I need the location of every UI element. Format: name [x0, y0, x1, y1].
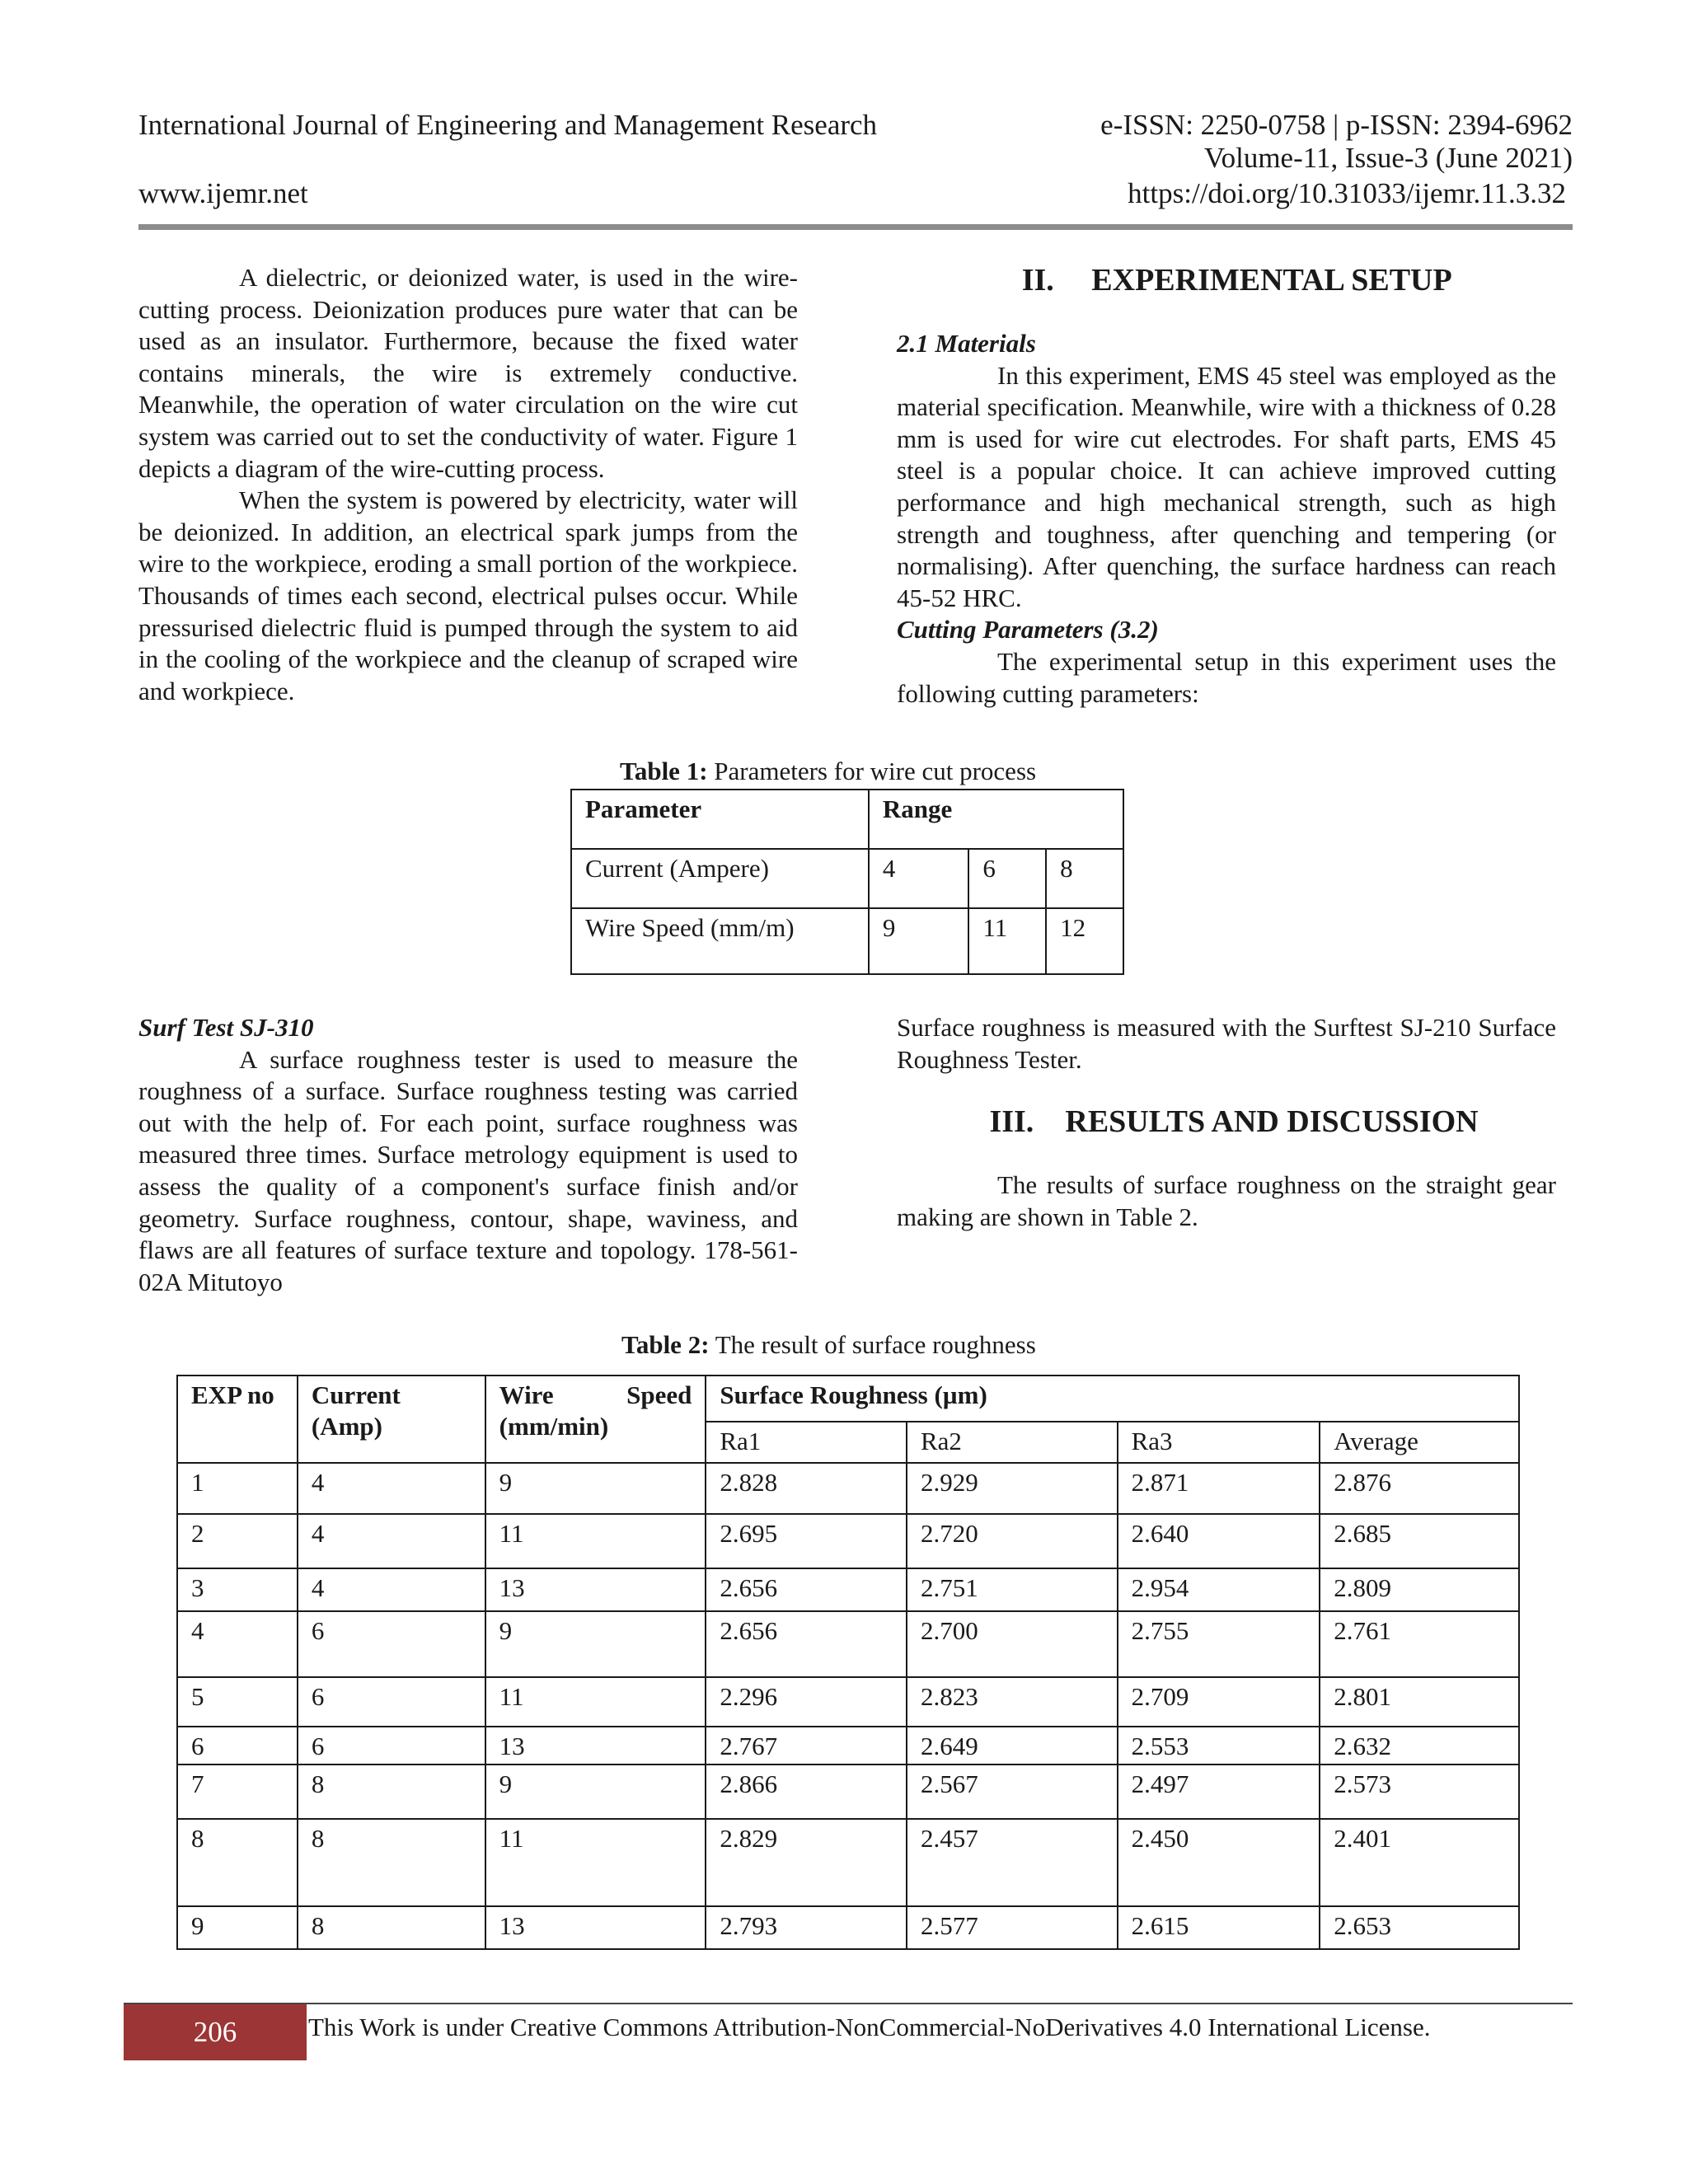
- table2-cell: 9: [485, 1765, 706, 1819]
- table2-header-speed: Wire Speed (mm/min): [485, 1376, 706, 1463]
- table2-cell: 2.632: [1320, 1727, 1519, 1765]
- table-row: [177, 1765, 1519, 1819]
- table2-header-ra3: Ra3: [1118, 1422, 1320, 1463]
- table2-header-current: Current (Amp): [298, 1376, 485, 1463]
- table2-cell: 2.761: [1320, 1611, 1519, 1677]
- table1-cell: Current (Ampere): [571, 849, 869, 908]
- table2-cell: 2.296: [706, 1677, 907, 1727]
- subheading-surf-test: Surf Test SJ-310: [138, 1013, 314, 1042]
- table1-parameters: [570, 789, 1124, 975]
- table2-cell: 2.751: [907, 1568, 1118, 1611]
- table2-cell: 6: [298, 1677, 485, 1727]
- left-column-upper: [138, 262, 798, 707]
- table2-cell: 2.497: [1118, 1765, 1320, 1819]
- table1-header-range: Range: [869, 790, 1123, 849]
- table-row: [177, 1819, 1519, 1906]
- table1-cell: 8: [1046, 849, 1123, 908]
- footer-rule: [124, 2003, 1573, 2004]
- table2-cell: 9: [485, 1611, 706, 1677]
- table2-cell: 8: [298, 1765, 485, 1819]
- table2-cell: 8: [298, 1906, 485, 1949]
- table2-cell: 2.809: [1320, 1568, 1519, 1611]
- paragraph-surf-test: A surface roughness tester is used to measure the roughness of a surface. Surface roughness testing was carried out with the help of. For each point, surface roughness was measured three times. Surface metrology equipment is used to assess the quality of a component's surface finish and/or geometry. Surface roughness, contour, shape, waviness, and flaws are all features of surface texture and topology. 178-561-02A Mitutoyo: [138, 1044, 798, 1296]
- table1-cell: 11: [968, 908, 1046, 974]
- table-row: [177, 1568, 1519, 1611]
- table2-cell: 8: [177, 1819, 298, 1906]
- table2-cell: 2.755: [1118, 1611, 1320, 1677]
- table2-cell: 4: [298, 1568, 485, 1611]
- table2-cell: 2.450: [1118, 1819, 1320, 1906]
- left-column-lower: [138, 1012, 798, 1298]
- table2-cell: 11: [485, 1819, 706, 1906]
- table2-cell: 9: [485, 1463, 706, 1514]
- table-row: [571, 849, 1123, 908]
- table2-cell: 2.615: [1118, 1906, 1320, 1949]
- table2-cell: 4: [298, 1514, 485, 1568]
- doi-link[interactable]: https://doi.org/10.31033/ijemr.11.3.32: [1128, 177, 1566, 209]
- table1-cell: 6: [968, 849, 1046, 908]
- table2-cell: 2.653: [1320, 1906, 1519, 1949]
- paragraph-deionized-water: A dielectric, or deionized water, is used in the wire-cutting process. Deionization produces pure water that can be used as an insulator. Furthermore, because the fixed water contains minerals, the wire is extremely conductive. Meanwhile, the operation of water circulation on the wire cut system was carried out to set the conductivity of water. Figure 1 depicts a diagram of the wire-cutting process.: [138, 263, 798, 483]
- table1-header-row: [571, 790, 1123, 849]
- paragraph-cutting-parameters: The experimental setup in this experiment uses the following cutting parameters:: [897, 646, 1556, 708]
- issn: e-ISSN: 2250-0758 | p-ISSN: 2394-6962: [1100, 109, 1573, 141]
- right-column-upper: [897, 262, 1556, 710]
- table2-cell: 13: [485, 1906, 706, 1949]
- table2-cell: 2.695: [706, 1514, 907, 1568]
- table2-surface-roughness: [176, 1375, 1520, 1950]
- table2-cell: 2.876: [1320, 1463, 1519, 1514]
- table2-cell: 2.567: [907, 1765, 1118, 1819]
- table2-cell: 13: [485, 1727, 706, 1765]
- table2-cell: 2.871: [1118, 1463, 1320, 1514]
- table2-cell: 2.401: [1320, 1819, 1519, 1906]
- table2-cell: 3: [177, 1568, 298, 1611]
- table2-header-exp: EXP no: [177, 1376, 298, 1463]
- paragraph-surftest-continued: Surface roughness is measured with the Surftest SJ-210 Surface Roughness Tester.: [897, 1013, 1556, 1074]
- table1-cell: Wire Speed (mm/m): [571, 908, 869, 974]
- section-heading-experimental-setup: II. EXPERIMENTAL SETUP: [1021, 263, 1452, 298]
- journal-title: International Journal of Engineering and Management Research: [138, 109, 878, 141]
- table2-cell: 2.866: [706, 1765, 907, 1819]
- table2-cell: 2.577: [907, 1906, 1118, 1949]
- table-row: [177, 1514, 1519, 1568]
- table2-cell: 2.700: [907, 1611, 1118, 1677]
- table2-cell: 11: [485, 1514, 706, 1568]
- table2-cell: 2.640: [1118, 1514, 1320, 1568]
- table2-cell: 2.573: [1320, 1765, 1519, 1819]
- table2-cell: 2: [177, 1514, 298, 1568]
- table2-cell: 2.656: [706, 1611, 907, 1677]
- section-heading-results: III. RESULTS AND DISCUSSION: [989, 1104, 1479, 1140]
- table2-header-ra2: Ra2: [907, 1422, 1118, 1463]
- table2-cell: 6: [298, 1727, 485, 1765]
- table2-cell: 11: [485, 1677, 706, 1727]
- table-row: [177, 1463, 1519, 1514]
- table2-cell: 1: [177, 1463, 298, 1514]
- table2-cell: 13: [485, 1568, 706, 1611]
- table1-caption: Table 1: Parameters for wire cut process: [620, 757, 1037, 785]
- subheading-materials: 2.1 Materials: [897, 329, 1036, 358]
- table-row: [177, 1906, 1519, 1949]
- table2-cell: 2.656: [706, 1568, 907, 1611]
- table2-cell: 2.823: [907, 1677, 1118, 1727]
- table2-cell: 2.709: [1118, 1677, 1320, 1727]
- table2-cell: 2.829: [706, 1819, 907, 1906]
- table2-cell: 2.720: [907, 1514, 1118, 1568]
- paragraph-spark-process: When the system is powered by electricity, water will be deionized. In addition, an electrical spark jumps from the wire to the workpiece, eroding a small portion of the workpiece. Thousands of times each second, electrical pulses occur. While pressurised dielectric fluid is pumped through the system to aid in the cooling of the workpiece and the cleanup of scraped wire and workpiece.: [138, 485, 798, 705]
- table2-cell: 2.828: [706, 1463, 907, 1514]
- table2-cell: 2.767: [706, 1727, 907, 1765]
- table-row: [177, 1611, 1519, 1677]
- table2-cell: 2.801: [1320, 1677, 1519, 1727]
- table2-cell: 7: [177, 1765, 298, 1819]
- table-row: [177, 1727, 1519, 1765]
- table1-cell: 12: [1046, 908, 1123, 974]
- journal-website[interactable]: www.ijemr.net: [138, 177, 308, 209]
- table2-cell: 9: [177, 1906, 298, 1949]
- table2-cell: 2.929: [907, 1463, 1118, 1514]
- table2-cell: 4: [298, 1463, 485, 1514]
- table1-cell: 9: [869, 908, 969, 974]
- subheading-cutting-parameters: Cutting Parameters (3.2): [897, 615, 1159, 644]
- table2-cell: 2.954: [1118, 1568, 1320, 1611]
- table2-header-average: Average: [1320, 1422, 1519, 1463]
- table1-cell: 4: [869, 849, 969, 908]
- license-notice: This Work is under Creative Commons Attribution-NonCommercial-NoDerivatives 4.0 International License.: [308, 2013, 1431, 2041]
- table-row: [177, 1677, 1519, 1727]
- right-column-lower: [897, 1012, 1556, 1233]
- table1-header-parameter: Parameter: [571, 790, 869, 849]
- table2-cell: 4: [177, 1611, 298, 1677]
- table2-cell: 8: [298, 1819, 485, 1906]
- header-rule: [138, 224, 1573, 230]
- table2-header-row: [177, 1376, 1519, 1422]
- paragraph-results: The results of surface roughness on the straight gear making are shown in Table 2.: [897, 1170, 1556, 1231]
- table-row: [571, 908, 1123, 974]
- table2-cell: 2.553: [1118, 1727, 1320, 1765]
- table2-cell: 2.457: [907, 1819, 1118, 1906]
- paragraph-materials: In this experiment, EMS 45 steel was employed as the material specification. Meanwhile, wire with a thickness of 0.28 mm is used for wire cut electrodes. For shaft parts, EMS 45 steel is a popular choice. It can achieve improved cutting performance and high mechanical strength, such as high strength and toughness, after quenching and tempering (or normalising). After quenching, the surface hardness can reach 45-52 HRC.: [897, 360, 1556, 612]
- table2-header-roughness: Surface Roughness (µm): [706, 1376, 1519, 1422]
- volume-issue: Volume-11, Issue-3 (June 2021): [1203, 142, 1573, 174]
- table2-cell: 6: [177, 1727, 298, 1765]
- table2-cell: 2.685: [1320, 1514, 1519, 1568]
- table2-cell: 2.649: [907, 1727, 1118, 1765]
- table2-caption: Table 2: The result of surface roughness: [621, 1330, 1036, 1359]
- page-number: 206: [124, 2004, 307, 2060]
- table2-cell: 6: [298, 1611, 485, 1677]
- table2-cell: 5: [177, 1677, 298, 1727]
- table2-cell: 2.793: [706, 1906, 907, 1949]
- table2-header-ra1: Ra1: [706, 1422, 907, 1463]
